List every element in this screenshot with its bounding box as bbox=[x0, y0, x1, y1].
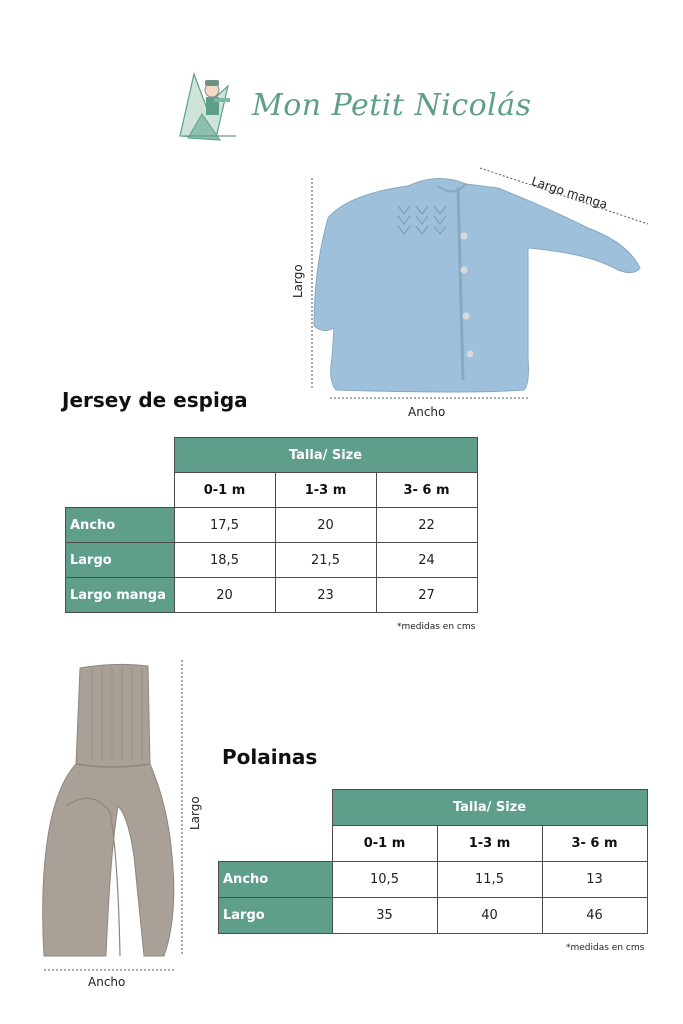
table-cell: 20 bbox=[174, 578, 275, 613]
table-row bbox=[219, 898, 648, 934]
table-cell: 10,5 bbox=[332, 862, 437, 898]
table-cell: 17,5 bbox=[174, 508, 275, 543]
table-row bbox=[66, 508, 478, 543]
table-cell: 20 bbox=[275, 508, 376, 543]
column-header: 1-3 m bbox=[437, 826, 542, 862]
jersey-size-table bbox=[65, 437, 478, 613]
column-header: 1-3 m bbox=[275, 473, 376, 508]
column-header: 0-1 m bbox=[332, 826, 437, 862]
polainas-note: *medidas en cms bbox=[566, 943, 645, 953]
table-cell: 27 bbox=[376, 578, 477, 613]
table-row bbox=[66, 578, 478, 613]
column-header: 3- 6 m bbox=[376, 473, 477, 508]
jersey-title: Jersey de espiga bbox=[62, 388, 248, 412]
row-label: Largo manga bbox=[66, 578, 175, 613]
polainas-title: Polainas bbox=[222, 745, 318, 769]
brand-logo bbox=[176, 66, 532, 146]
row-label: Largo bbox=[219, 898, 333, 934]
table-cell: 13 bbox=[542, 862, 647, 898]
leggings-image bbox=[43, 664, 174, 956]
polainas-size-table bbox=[218, 789, 648, 934]
table-cell: 24 bbox=[376, 543, 477, 578]
table-cell: 18,5 bbox=[174, 543, 275, 578]
table-cell: 23 bbox=[275, 578, 376, 613]
row-label: Ancho bbox=[66, 508, 175, 543]
table-cell: 40 bbox=[437, 898, 542, 934]
row-label: Ancho bbox=[219, 862, 333, 898]
jersey-dim-ancho: Ancho bbox=[408, 405, 446, 419]
row-label: Largo bbox=[66, 543, 175, 578]
polainas-illustration bbox=[36, 656, 196, 986]
table-header: Talla/ Size bbox=[174, 438, 477, 473]
jersey-dim-largo: Largo bbox=[291, 264, 305, 298]
polainas-dim-largo: Largo bbox=[188, 796, 202, 830]
table-row bbox=[66, 543, 478, 578]
brand-name: Mon Petit Nicolás bbox=[252, 88, 532, 123]
sweater-image bbox=[314, 178, 640, 392]
jersey-note: *medidas en cms bbox=[397, 622, 476, 632]
jersey-dim-largo-manga: Largo manga bbox=[529, 174, 610, 212]
table-header: Talla/ Size bbox=[332, 790, 647, 826]
column-header: 3- 6 m bbox=[542, 826, 647, 862]
table-cell: 35 bbox=[332, 898, 437, 934]
table-cell: 22 bbox=[376, 508, 477, 543]
table-cell: 21,5 bbox=[275, 543, 376, 578]
table-cell: 11,5 bbox=[437, 862, 542, 898]
polainas-dim-ancho: Ancho bbox=[88, 975, 126, 989]
column-header: 0-1 m bbox=[174, 473, 275, 508]
table-cell: 46 bbox=[542, 898, 647, 934]
nicolas-boy-icon bbox=[176, 66, 246, 146]
table-row bbox=[219, 862, 648, 898]
